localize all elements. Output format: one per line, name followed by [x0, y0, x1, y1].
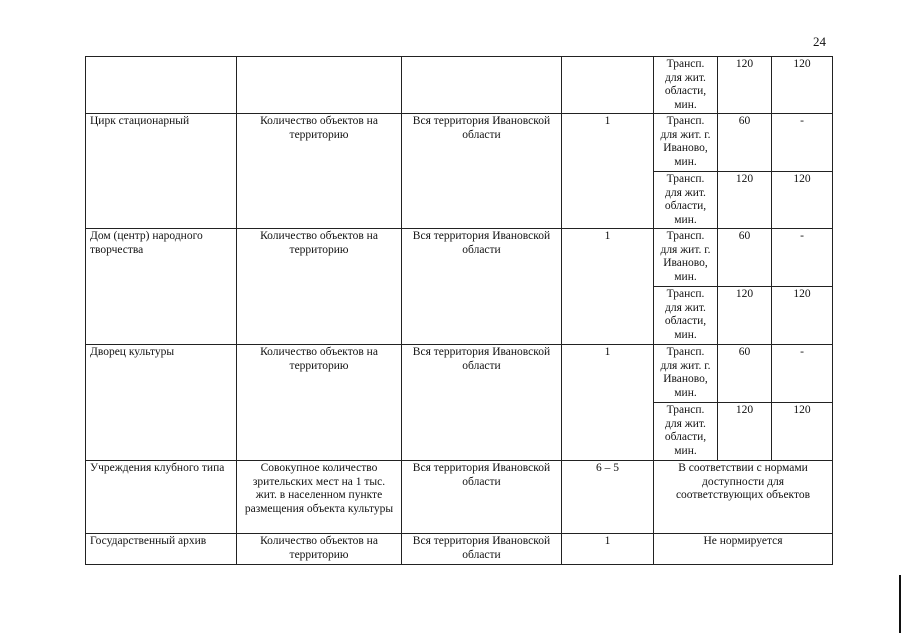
cell-value-2: 120 — [772, 57, 833, 114]
cell-indicator: Совокупное количество зрительских мест на 1 тыс. жит. в населенном пункте размещения объекта культуры — [237, 461, 402, 534]
cell-empty — [86, 57, 237, 114]
table-row-club — [86, 461, 833, 534]
cell-name: Цирк стационарный — [86, 114, 237, 229]
cell-accessibility: В соответствии с нормами доступности для соответствующих объектов — [654, 461, 833, 534]
cell-indicator: Количество объектов на территорию — [237, 114, 402, 229]
cell-name: Дом (центр) народного творчества — [86, 229, 237, 345]
cell-transport: Трансп. для жит. области, мин. — [654, 403, 718, 461]
cell-transport: Трансп. для жит. области, мин. — [654, 172, 718, 229]
cell-norm: 6 – 5 — [562, 461, 654, 534]
cell-transport: Трансп. для жит. области, мин. — [654, 287, 718, 345]
cell-territory: Вся территория Ивановской области — [402, 534, 562, 565]
cell-value-1: 60 — [718, 114, 772, 172]
cell-norm: 1 — [562, 229, 654, 345]
cell-transport: Трансп. для жит. г. Иваново, мин. — [654, 229, 718, 287]
cell-value-1: 120 — [718, 287, 772, 345]
table-row — [86, 114, 833, 172]
table-row — [86, 345, 833, 403]
cell-name: Дворец культуры — [86, 345, 237, 461]
cell-empty — [402, 57, 562, 114]
cell-value-2: - — [772, 345, 833, 403]
cell-transport: Трансп. для жит. области, мин. — [654, 57, 718, 114]
cell-territory: Вся территория Ивановской области — [402, 345, 562, 461]
cell-empty — [562, 57, 654, 114]
cell-indicator: Количество объектов на территорию — [237, 534, 402, 565]
cell-value-2: - — [772, 114, 833, 172]
cell-norm: 1 — [562, 345, 654, 461]
cell-transport: Трансп. для жит. г. Иваново, мин. — [654, 114, 718, 172]
cell-value-2: 120 — [772, 287, 833, 345]
cell-indicator: Количество объектов на территорию — [237, 229, 402, 345]
cell-territory: Вся территория Ивановской области — [402, 461, 562, 534]
cell-indicator: Количество объектов на территорию — [237, 345, 402, 461]
cell-transport: Трансп. для жит. г. Иваново, мин. — [654, 345, 718, 403]
cell-value-2: 120 — [772, 403, 833, 461]
norms-table — [85, 56, 833, 565]
cell-empty — [237, 57, 402, 114]
cell-norm: 1 — [562, 114, 654, 229]
page-edge-mark — [899, 575, 901, 633]
table-row — [86, 229, 833, 287]
cell-value-2: 120 — [772, 172, 833, 229]
cell-name: Учреждения клубного типа — [86, 461, 237, 534]
table-row-archive — [86, 534, 833, 565]
cell-value-1: 120 — [718, 403, 772, 461]
cell-value-1: 60 — [718, 229, 772, 287]
cell-value-1: 120 — [718, 172, 772, 229]
table-row-continuation — [86, 57, 833, 114]
cell-accessibility: Не нормируется — [654, 534, 833, 565]
cell-value-1: 60 — [718, 345, 772, 403]
page-number: 24 — [813, 34, 826, 49]
cell-name: Государственный архив — [86, 534, 237, 565]
cell-value-1: 120 — [718, 57, 772, 114]
cell-norm: 1 — [562, 534, 654, 565]
cell-territory: Вся территория Ивановской области — [402, 229, 562, 345]
cell-value-2: - — [772, 229, 833, 287]
cell-territory: Вся территория Ивановской области — [402, 114, 562, 229]
